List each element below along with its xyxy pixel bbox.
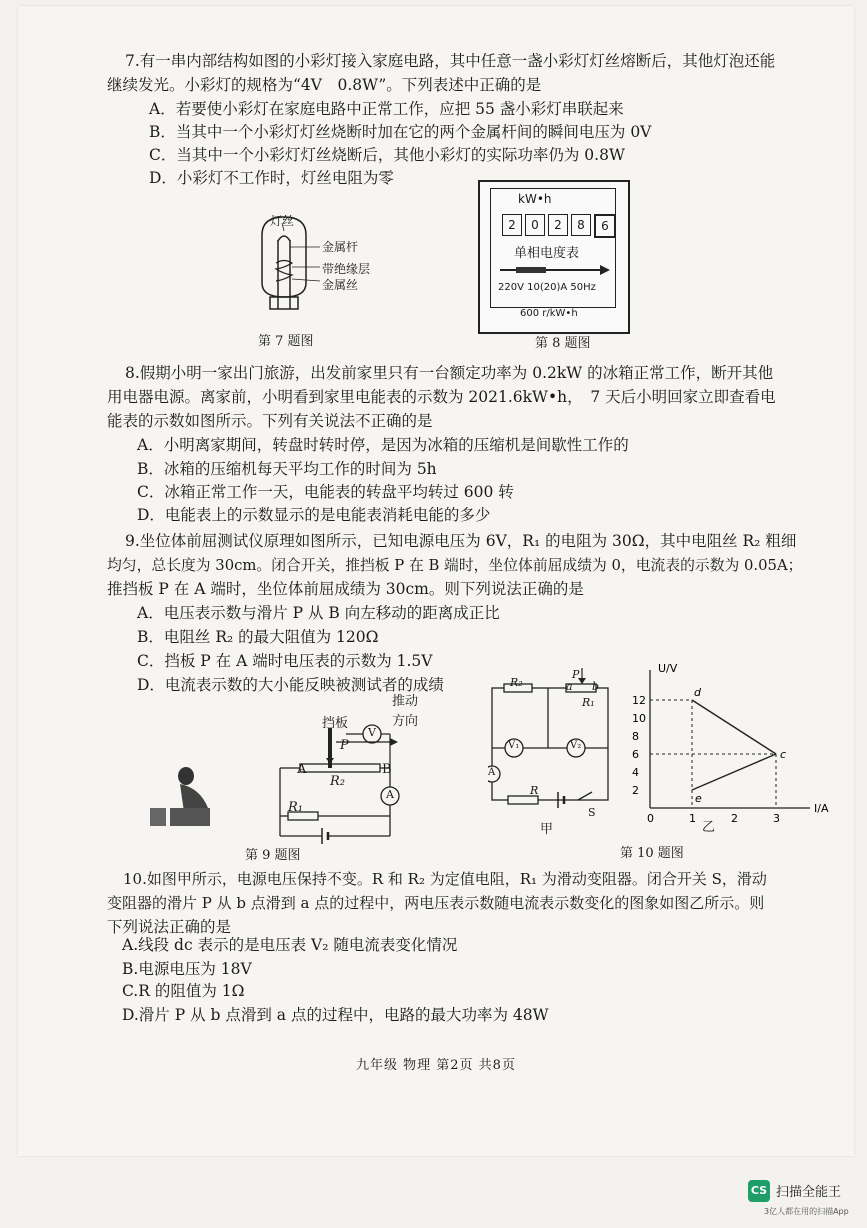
page-footer: 九年级 物理 第2页 共8页	[356, 1058, 516, 1073]
fig8-rev: 600 r/kW•h	[520, 308, 578, 319]
fig10-label-r: R	[530, 784, 539, 797]
fig10-label-s: S	[588, 806, 596, 819]
scanner-watermark-title: 扫描全能王	[776, 1185, 842, 1200]
q9-option-b: B．电阻丝 R₂ 的最大阻值为 120Ω	[137, 628, 379, 646]
q9-stem-line3: 推挡板 P 在 A 端时，坐位体前屈成绩为 30cm。则下列说法正确的是	[107, 580, 584, 598]
q7-option-c: C．当其中一个小彩灯灯丝烧断后，其他小彩灯的实际功率仍为 0.8W	[149, 146, 625, 164]
fig9-caption: 第 9 题图	[245, 848, 301, 863]
y-tick-label-1: 10	[632, 712, 646, 725]
q10-option-c: C.R 的阻值为 1Ω	[122, 982, 245, 1000]
q10-stem-line2: 变阻器的滑片 P 从 b 点滑到 a 点的过程中，两电压表示数随电流表示数变化的图象如图乙所示。则	[107, 894, 765, 912]
fig8-digit-2: 0	[525, 214, 545, 236]
q8-option-d: D．电能表上的示数显示的是电能表消耗电能的多少	[137, 506, 491, 524]
segment-ec	[692, 754, 776, 790]
fig10-caption: 第 10 题图	[620, 846, 684, 861]
fig8-disc-arrow	[496, 262, 612, 278]
fig9-label-board: 挡板	[322, 716, 349, 731]
fig10-graph-yi	[628, 660, 844, 835]
fig7-label-insulation: 带绝缘层	[322, 262, 371, 276]
q8-option-a: A．小明离家期间，转盘时转时停，是因为冰箱的压缩机是间歇性工作的	[137, 436, 629, 454]
q8-stem-line3: 能表的示数如图所示。下列有关说法不正确的是	[107, 412, 433, 430]
fig8-digit-1: 2	[502, 214, 522, 236]
fig8-caption: 第 8 题图	[535, 336, 591, 351]
y-tick-label-0: 12	[632, 694, 646, 707]
q8-stem-line2: 用电器电源。离家前，小明看到家里电能表的示数为 2021.6kW•h， 7 天后小明回家立即查看电	[107, 388, 776, 406]
scanner-watermark-subtitle: 3亿人都在用的扫描App	[764, 1207, 849, 1216]
x-tick-label-3: 3	[773, 812, 780, 825]
fig9-label-p: P	[340, 738, 349, 753]
fig8-digit-4: 8	[571, 214, 591, 236]
q9-stem-line1: 9.坐位体前屈测试仪原理如图所示，已知电源电压为 6V，R₁ 的电阻为 30Ω，其中电阻丝 R₂ 粗细	[125, 532, 797, 550]
fig9-label-r1: R₁	[288, 800, 303, 815]
fig10-label-b: b	[592, 680, 600, 693]
q9-stem-line2: 均匀，总长度为 30cm。闭合开关，推挡板 P 在 B 端时，坐位体前屈成绩为 0，电流表的示数为 0.05A；	[107, 557, 803, 574]
fig9-label-r2: R₂	[330, 774, 345, 789]
fig8-digit-5: 6	[594, 214, 616, 238]
fig7-label-rod: 金属杆	[322, 240, 359, 254]
fig7-caption: 第 7 题图	[258, 334, 314, 349]
q8-option-b: B．冰箱的压缩机每天平均工作的时间为 5h	[137, 460, 437, 478]
point-c-label: c	[780, 748, 787, 761]
fig9-label-a: A	[297, 762, 307, 777]
point-d-label: d	[694, 686, 701, 699]
y-tick-label-2: 8	[632, 730, 639, 743]
fig9-label-b: B	[382, 762, 392, 777]
fig10-label-jia: 甲	[540, 822, 554, 837]
fig7-label-filament: 灯丝	[270, 214, 295, 228]
fig10-label-yi: 乙	[702, 820, 716, 835]
q9-option-a: A．电压表示数与滑片 P 从 B 向左移动的距离成正比	[137, 604, 500, 622]
fig9-voltmeter-label: V	[368, 726, 376, 739]
x-axis-label: I/A	[814, 802, 829, 815]
fig9-label-direction: 方向	[392, 714, 419, 729]
q7-stem-line2: 继续发光。小彩灯的规格为“4V 0.8W”。下列表述中正确的是	[107, 76, 542, 94]
y-axis-label: U/V	[658, 662, 678, 675]
y-tick-label-3: 6	[632, 748, 639, 761]
fig8-energy-meter	[478, 180, 630, 334]
fig10-label-a: a	[566, 680, 573, 693]
q9-option-c: C．挡板 P 在 A 端时电压表的示数为 1.5V	[137, 652, 433, 670]
fig10-meter-v1: V₁	[508, 740, 520, 751]
fig10-label-r1: R₁	[582, 696, 595, 709]
fig7-label-wire: 金属丝	[322, 278, 359, 292]
x-tick-label-1: 1	[689, 812, 696, 825]
fig8-digit-3: 2	[548, 214, 568, 236]
q10-option-b: B.电源电压为 18V	[122, 960, 252, 978]
q10-stem-line1: 10.如图甲所示，电源电压保持不变。R 和 R₂ 为定值电阻，R₁ 为滑动变阻器。闭合开关 S，滑动	[123, 870, 767, 888]
fig10-label-r2: R₂	[510, 676, 523, 689]
point-e-label: e	[695, 792, 702, 805]
x-tick-label-2: 2	[731, 812, 738, 825]
fig10-meter-a: A	[488, 767, 496, 778]
scanner-logo-icon: CS	[748, 1180, 770, 1202]
q8-option-c: C．冰箱正常工作一天，电能表的转盘平均转过 600 转	[137, 483, 514, 501]
q7-stem-line1: 7.有一串内部结构如图的小彩灯接入家庭电路，其中任意一盏小彩灯灯丝熔断后，其他灯泡还能	[125, 52, 776, 70]
fig8-meter-name: 单相电度表	[514, 246, 580, 261]
fig8-unit: kW•h	[518, 192, 552, 206]
q8-stem-line1: 8.假期小明一家出门旅游，出发前家里只有一台额定功率为 0.2kW 的冰箱正常工作，断开其他	[125, 364, 774, 382]
fig10-meter-v2: V₂	[570, 740, 582, 751]
fig8-digit-row	[502, 214, 616, 238]
q10-stem-line3: 下列说法正确的是	[107, 918, 232, 936]
segment-dc	[692, 700, 776, 754]
x-tick-label-0: 0	[647, 812, 654, 825]
q9-option-d: D．电流表示数的大小能反映被测试者的成绩	[137, 676, 444, 694]
fig9-ammeter-label: A	[386, 788, 394, 801]
q10-option-a: A.线段 dc 表示的是电压表 V₂ 随电流表变化情况	[122, 936, 458, 954]
q7-option-a: A．若要使小彩灯在家庭电路中正常工作，应把 55 盏小彩灯串联起来	[149, 100, 624, 118]
q10-option-d: D.滑片 P 从 b 点滑到 a 点的过程中，电路的最大功率为 48W	[122, 1006, 549, 1024]
y-tick-label-5: 2	[632, 784, 639, 797]
fig8-spec: 220V 10(20)A 50Hz	[498, 282, 596, 293]
q7-option-b: B．当其中一个小彩灯灯丝烧断时加在它的两个金属杆间的瞬间电压为 0V	[149, 123, 652, 141]
fig10-label-p: P	[572, 668, 580, 681]
fig9-circuit-diagram	[150, 696, 470, 846]
y-tick-label-4: 4	[632, 766, 639, 779]
fig9-label-push: 推动	[392, 694, 419, 709]
q7-option-d: D．小彩灯不工作时，灯丝电阻为零	[149, 169, 394, 187]
